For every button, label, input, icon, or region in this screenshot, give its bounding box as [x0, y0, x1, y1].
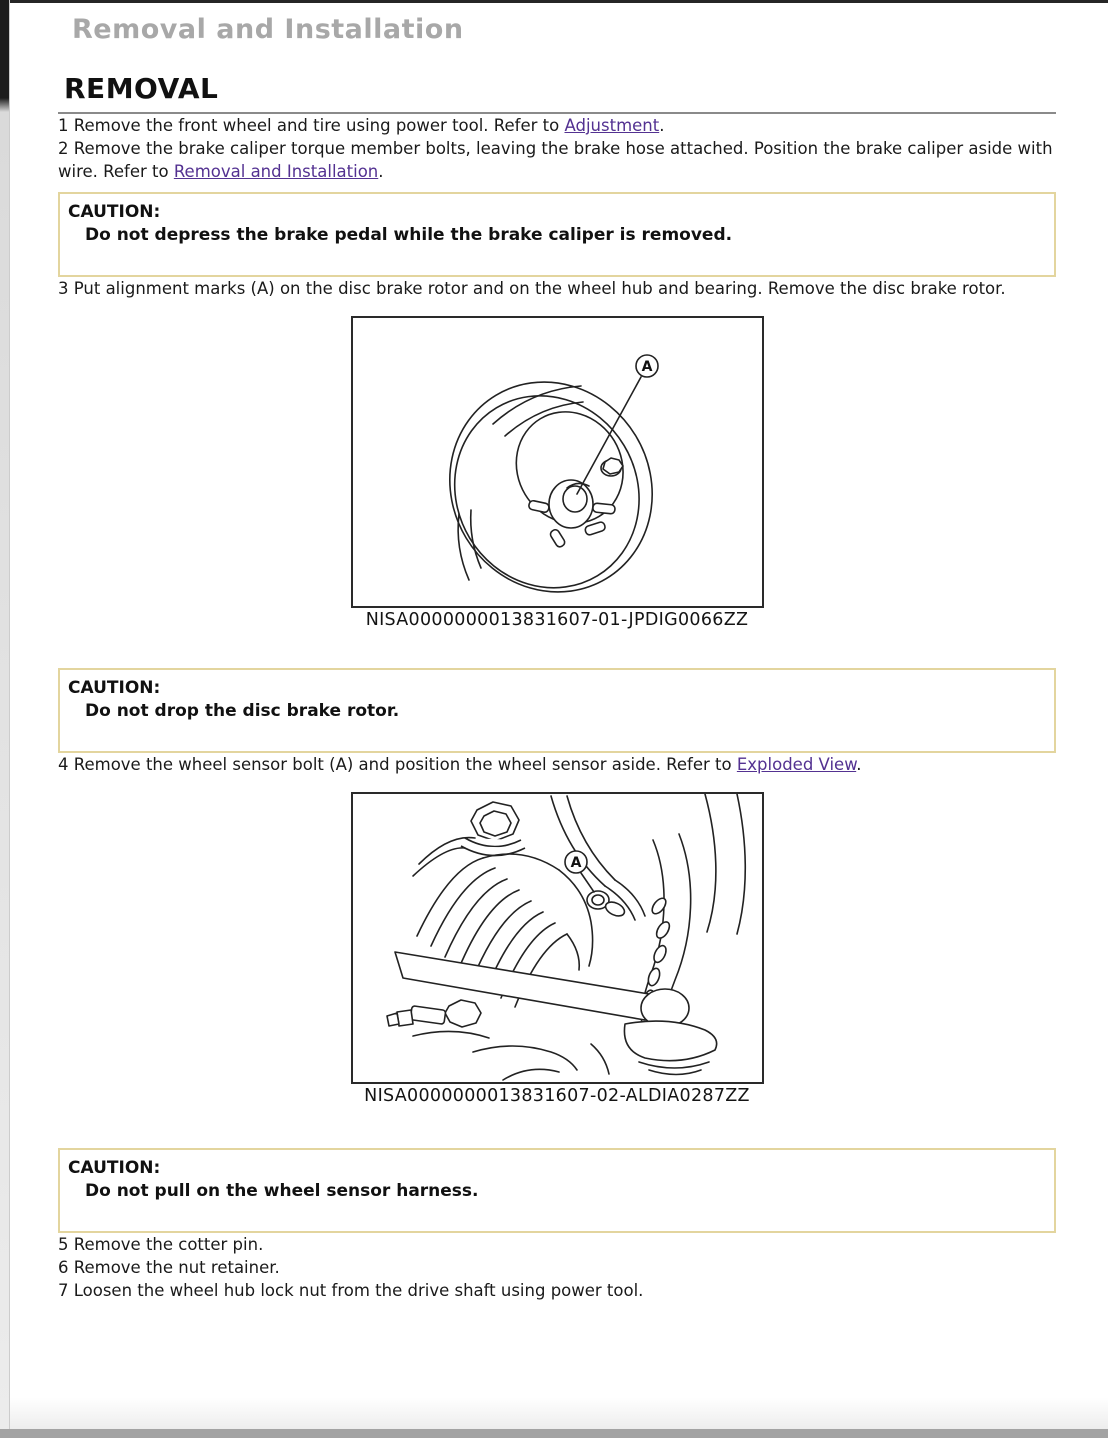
caution-label: CAUTION: — [68, 678, 161, 698]
step-1 — [58, 114, 1056, 137]
step-1-period: . — [659, 116, 665, 135]
page-title: REMOVAL — [64, 72, 219, 105]
caution-message: Do not depress the brake pedal while the brake caliper is removed. — [85, 225, 733, 245]
callout-a-label: A — [641, 359, 652, 375]
section-title: Removal and Installation — [72, 14, 464, 45]
step-4 — [58, 753, 1056, 776]
step-3: 3 Put alignment marks (A) on the disc brake rotor and on the wheel hub and bearing. Remove the disc brake rotor. — [58, 279, 1006, 298]
caution-box-rotor-drop — [58, 668, 1056, 753]
caution-message: Do not drop the disc brake rotor. — [85, 701, 400, 721]
rotor-diagram-frame — [351, 316, 764, 608]
figure-wheel-sensor — [351, 792, 764, 1106]
caution-label: CAUTION: — [68, 202, 161, 222]
step-2-period: . — [378, 162, 384, 181]
exploded-view-link[interactable]: Exploded View — [736, 755, 857, 774]
bottom-fade — [0, 1397, 1108, 1429]
step-4-period: . — [856, 755, 862, 774]
step-4-text: 4 Remove the wheel sensor bolt (A) and position the wheel sensor aside. Refer to — [58, 755, 737, 774]
caution-message: Do not pull on the wheel sensor harness. — [85, 1181, 479, 1201]
figure-disc-brake-rotor — [351, 316, 764, 630]
callout-a-label: A — [570, 855, 581, 871]
disc-brake-rotor-drawing — [353, 318, 762, 606]
caution-label: CAUTION: — [68, 1158, 161, 1178]
window-left-edge — [0, 0, 10, 1438]
caution-box-brake-pedal — [58, 192, 1056, 277]
removal-and-installation-link[interactable]: Removal and Installation — [173, 162, 379, 181]
figure-1-caption: NISA0000000013831607-01-JPDIG0066ZZ — [365, 610, 749, 630]
wheel-sensor-knuckle-drawing — [353, 794, 762, 1082]
caution-box-sensor-harness — [58, 1148, 1056, 1233]
document-content — [58, 0, 1056, 1302]
step-5: 5 Remove the cotter pin. — [58, 1235, 264, 1254]
step-1-text: 1 Remove the front wheel and tire using power tool. Refer to — [58, 116, 565, 135]
step-2 — [58, 137, 1056, 183]
window-top-edge — [0, 0, 1108, 3]
adjustment-link[interactable]: Adjustment — [564, 116, 660, 135]
sensor-diagram-frame — [351, 792, 764, 1084]
window-bottom-edge — [0, 1429, 1108, 1438]
figure-2-caption: NISA0000000013831607-02-ALDIA0287ZZ — [364, 1086, 750, 1106]
step-6: 6 Remove the nut retainer. — [58, 1258, 280, 1277]
step-7: 7 Loosen the wheel hub lock nut from the drive shaft using power tool. — [58, 1281, 644, 1300]
step-2-text: 2 Remove the brake caliper torque member bolts, leaving the brake hose attached. Position the brake caliper aside with wire. Refer to — [58, 139, 1053, 181]
